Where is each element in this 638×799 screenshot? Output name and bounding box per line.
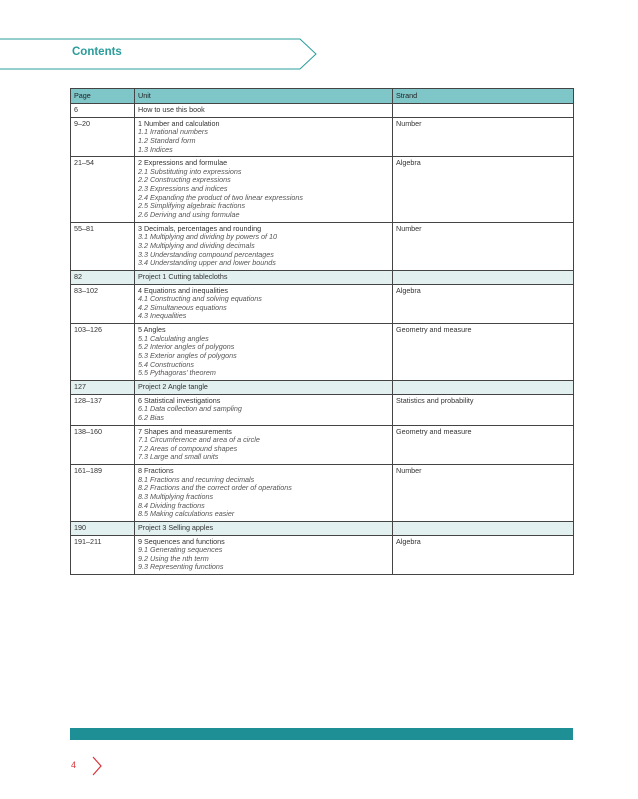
sub-unit: 2.2 Constructing expressions xyxy=(138,175,231,185)
strand-cell xyxy=(393,380,574,394)
unit-cell xyxy=(135,284,393,324)
sub-unit: 2.3 Expressions and indices xyxy=(138,184,228,194)
unit-cell xyxy=(135,117,393,157)
unit-title: 7 Shapes and measurements xyxy=(138,426,232,436)
sub-unit: 1.3 Indices xyxy=(138,144,173,154)
page-cell: 83–102 xyxy=(71,284,135,324)
contents-header-tab xyxy=(0,38,320,70)
page-number: 4 xyxy=(71,760,77,770)
chevron-right-icon xyxy=(90,755,104,777)
sub-unit: 8.3 Multiplying fractions xyxy=(138,491,214,501)
table-row xyxy=(71,465,574,522)
table-row-project xyxy=(71,270,574,284)
sub-unit: 7.3 Large and small units xyxy=(138,452,219,462)
table-row xyxy=(71,535,574,575)
sub-unit: 8.4 Dividing fractions xyxy=(138,500,205,510)
unit-cell xyxy=(135,425,393,465)
table-body xyxy=(71,104,574,575)
sub-unit: 5.3 Exterior angles of polygons xyxy=(138,351,237,361)
page-cell: 6 xyxy=(71,104,135,118)
sub-unit: 3.4 Understanding upper and lower bounds xyxy=(138,258,276,268)
strand-cell xyxy=(393,270,574,284)
table-row xyxy=(71,324,574,381)
strand-cell xyxy=(393,521,574,535)
page-cell: 103–126 xyxy=(71,324,135,381)
page-title: Contents xyxy=(72,46,122,58)
strand-cell xyxy=(393,104,574,118)
unit-cell xyxy=(135,222,393,270)
unit-title: 4 Equations and inequalities xyxy=(138,285,228,295)
sub-unit: 1.2 Standard form xyxy=(138,135,196,145)
sub-unit: 2.5 Simplifying algebraic fractions xyxy=(138,201,246,211)
header-page: Page xyxy=(71,89,135,104)
sub-unit: 4.1 Constructing and solving equations xyxy=(138,294,262,304)
strand-cell: Algebra xyxy=(393,284,574,324)
unit-cell xyxy=(135,270,393,284)
unit-title: 3 Decimals, percentages and rounding xyxy=(138,223,262,233)
sub-unit: 4.3 Inequalities xyxy=(138,311,187,321)
unit-cell xyxy=(135,324,393,381)
table-row xyxy=(71,157,574,222)
strand-cell: Algebra xyxy=(393,535,574,575)
sub-unit: 7.1 Circumference and area of a circle xyxy=(138,435,260,445)
page-cell: 128–137 xyxy=(71,394,135,425)
table-row xyxy=(71,222,574,270)
unit-title: 9 Sequences and functions xyxy=(138,536,225,546)
unit-cell xyxy=(135,104,393,118)
table-row xyxy=(71,117,574,157)
sub-unit: 2.4 Expanding the product of two linear expressions xyxy=(138,192,304,202)
sub-unit: 5.1 Calculating angles xyxy=(138,333,209,343)
sub-unit: 5.2 Interior angles of polygons xyxy=(138,342,235,352)
unit-title: 2 Expressions and formulae xyxy=(138,158,228,168)
sub-unit: 7.2 Areas of compound shapes xyxy=(138,443,238,453)
strand-cell: Number xyxy=(393,117,574,157)
page-cell: 161–189 xyxy=(71,465,135,522)
page-cell: 9–20 xyxy=(71,117,135,157)
footer-bar xyxy=(70,728,573,740)
sub-unit: 3.1 Multiplying and dividing by powers of 10 xyxy=(138,232,278,242)
page-cell: 138–160 xyxy=(71,425,135,465)
unit-title: 8 Fractions xyxy=(138,466,174,476)
page-cell: 191–211 xyxy=(71,535,135,575)
sub-unit: 9.2 Using the nth term xyxy=(138,553,209,563)
sub-unit: 4.2 Simultaneous equations xyxy=(138,302,227,312)
sub-unit: 3.3 Understanding compound percentages xyxy=(138,249,274,259)
unit-title: How to use this book xyxy=(138,105,205,114)
header-unit: Unit xyxy=(135,89,393,104)
unit-cell xyxy=(135,521,393,535)
strand-cell: Geometry and measure xyxy=(393,425,574,465)
unit-title: Project 2 Angle tangle xyxy=(138,381,208,391)
sub-unit: 9.1 Generating sequences xyxy=(138,545,223,555)
strand-cell: Algebra xyxy=(393,157,574,222)
table-row xyxy=(71,104,574,118)
page-cell: 190 xyxy=(71,521,135,535)
header-tab-shape xyxy=(0,38,320,70)
strand-cell: Number xyxy=(393,465,574,522)
sub-unit: 6.2 Bias xyxy=(138,412,164,422)
unit-cell xyxy=(135,394,393,425)
unit-title: 5 Angles xyxy=(138,325,166,335)
page-cell: 55–81 xyxy=(71,222,135,270)
sub-unit: 5.4 Constructions xyxy=(138,359,194,369)
strand-cell: Geometry and measure xyxy=(393,324,574,381)
table-row-project xyxy=(71,380,574,394)
unit-title: 1 Number and calculation xyxy=(138,118,220,128)
strand-cell: Statistics and probability xyxy=(393,394,574,425)
contents-table xyxy=(70,88,574,575)
sub-unit: 5.5 Pythagoras’ theorem xyxy=(138,368,216,378)
table-row xyxy=(71,394,574,425)
strand-cell: Number xyxy=(393,222,574,270)
page-cell: 127 xyxy=(71,380,135,394)
unit-cell xyxy=(135,380,393,394)
page-cell: 82 xyxy=(71,270,135,284)
unit-title: 6 Statistical investigations xyxy=(138,395,221,405)
page-cell: 21–54 xyxy=(71,157,135,222)
sub-unit: 3.2 Multiplying and dividing decimals xyxy=(138,240,255,250)
unit-title: Project 3 Selling apples xyxy=(138,522,214,532)
sub-unit: 2.6 Deriving and using formulae xyxy=(138,210,240,220)
table-row-project xyxy=(71,521,574,535)
unit-cell xyxy=(135,465,393,522)
sub-unit: 8.2 Fractions and the correct order of operations xyxy=(138,483,292,493)
sub-unit: 9.3 Representing functions xyxy=(138,562,224,572)
unit-title: Project 1 Cutting tablecloths xyxy=(138,271,228,281)
unit-cell xyxy=(135,535,393,575)
table-row xyxy=(71,284,574,324)
header-strand: Strand xyxy=(393,89,574,104)
table-header-row xyxy=(71,89,574,104)
sub-unit: 8.5 Making calculations easier xyxy=(138,509,235,519)
table-row xyxy=(71,425,574,465)
sub-unit: 8.1 Fractions and recurring decimals xyxy=(138,474,255,484)
sub-unit: 1.1 Irrational numbers xyxy=(138,127,208,137)
unit-cell xyxy=(135,157,393,222)
sub-unit: 6.1 Data collection and sampling xyxy=(138,404,242,414)
sub-unit: 2.1 Substituting into expressions xyxy=(138,166,242,176)
